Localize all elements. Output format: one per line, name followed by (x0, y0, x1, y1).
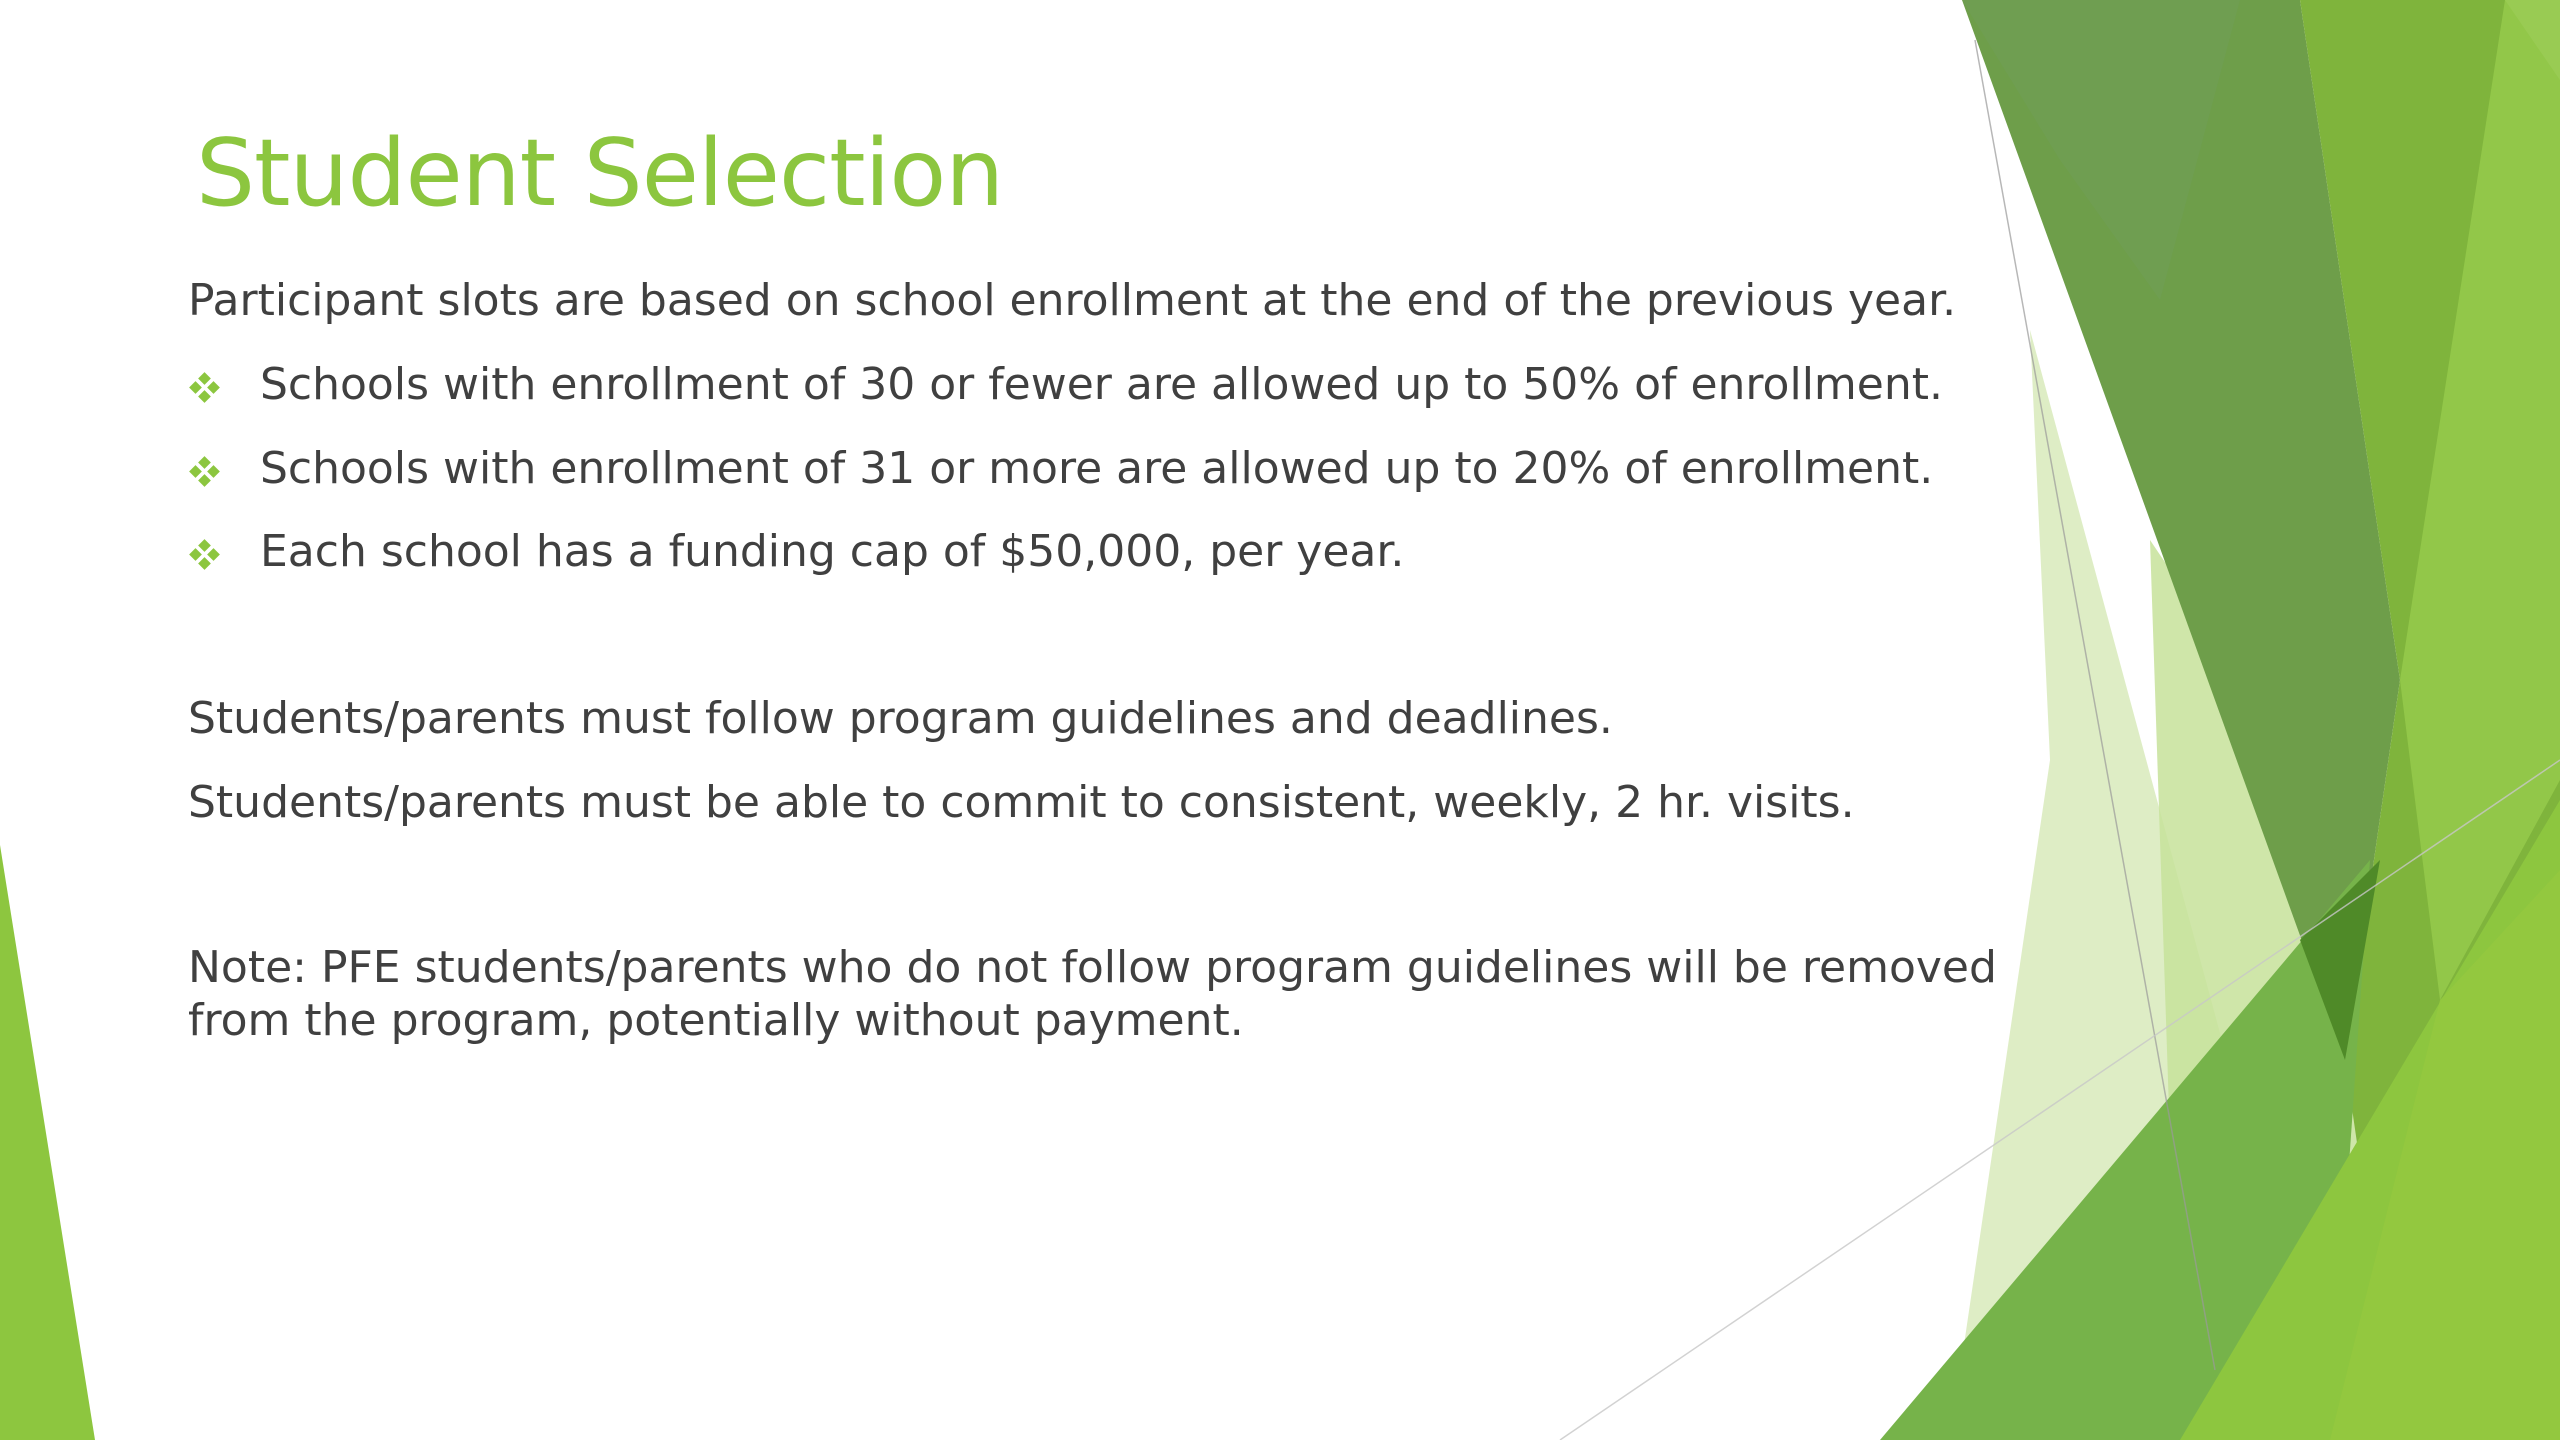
four-diamond-bullet-icon (190, 373, 220, 403)
note-text: Note: PFE students/parents who do not follow program guidelines will be removed from the program, potentially without payment. (188, 941, 1997, 1046)
four-diamond-bullet-icon (190, 540, 220, 570)
bullet-text: Each school has a funding cap of $50,000, per year. (260, 526, 1405, 578)
bullet-item (188, 526, 2028, 579)
four-diamond-bullet-icon (190, 457, 220, 487)
left-green-shard (0, 845, 95, 1440)
intro-text: Participant slots are based on school enrollment at the end of the previous year. (188, 275, 1957, 326)
bullet-item (188, 359, 2028, 412)
bullet-text: Schools with enrollment of 30 or fewer are allowed up to 50% of enrollment. (260, 358, 1943, 410)
slide-title: Student Selection (196, 119, 1004, 227)
requirement-text: Students/parents must be able to commit to consistent, weekly, 2 hr. visits. (188, 776, 1855, 828)
slide-body (188, 275, 2028, 1047)
requirement-text: Students/parents must follow program guidelines and deadlines. (188, 693, 1613, 745)
enrollment-bullet-list (188, 359, 2028, 579)
bullet-text: Schools with enrollment of 31 or more are allowed up to 20% of enrollment. (260, 442, 1934, 494)
bullet-item (188, 443, 2028, 496)
